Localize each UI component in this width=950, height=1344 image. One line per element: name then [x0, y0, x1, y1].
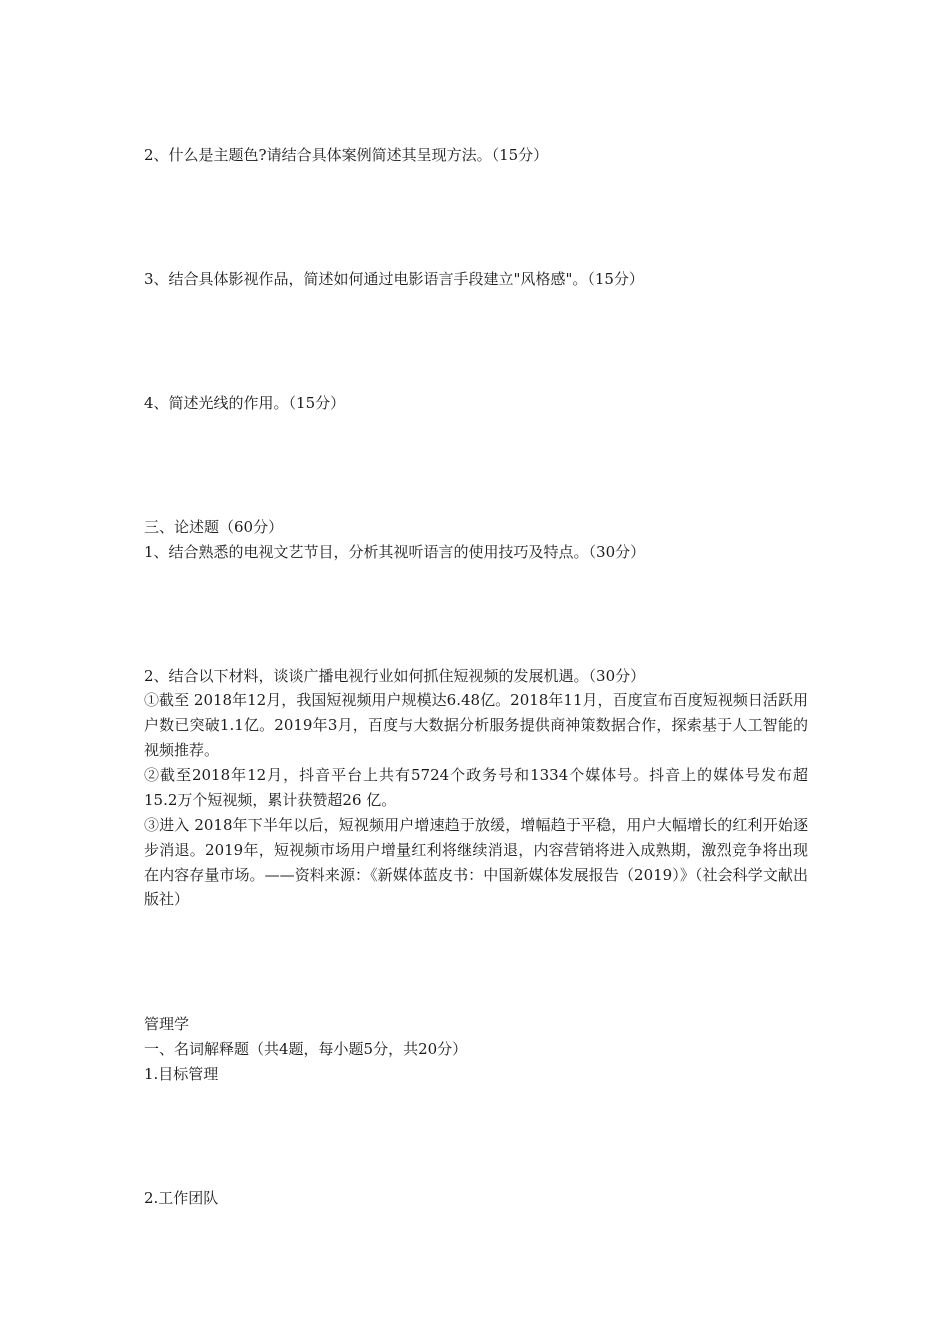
- essay-question-1: 1、结合熟悉的电视文艺节目，分析其视听语言的使用技巧及特点。（30分）: [144, 543, 646, 561]
- material-paragraph-3: ③进入 2018年下半年以后，短视频用户增速趋于放缓，增幅趋于平稳，用户大幅增长的红利开始逐步消退。2019年，短视频市场用户增量红利将继续消退，内容营销将进入成熟期，激烈竞争将出现在内容存量市场。——资料来源：《新媒体蓝皮书：中国新媒体发展报告（2019）》（社会科学文献出版社）: [144, 816, 808, 909]
- section-one-heading: 一、名词解释题（共4题，每小题5分，共20分）: [144, 1040, 468, 1058]
- section-three-heading: 三、论述题（60分）: [144, 518, 284, 536]
- subject-title: 管理学: [144, 1015, 190, 1033]
- material-paragraph-1: ①截至 2018年12月，我国短视频用户规模达6.48亿。2018年11月，百度宣布百度短视频日活跃用户数已突破1.1亿。2019年3月，百度与大数据分析服务提供商神策数据合作，探索基于人工智能的视频推荐。: [144, 691, 808, 759]
- material-paragraph-2: ②截至2018年12月，抖音平台上共有5724个政务号和1334个媒体号。抖音上的媒体号发布超 15.2万个短视频，累计获赞超26 亿。: [144, 766, 808, 809]
- question-3: 3、结合具体影视作品，简述如何通过电影语言手段建立"风格感"。（15分）: [144, 270, 644, 288]
- question-2: 2、什么是主题色?请结合具体案例简述其呈现方法。（15分）: [144, 146, 549, 164]
- term-1: 1.目标管理: [144, 1065, 219, 1083]
- essay-question-2: 2、结合以下材料，谈谈广播电视行业如何抓住短视频的发展机遇。（30分）: [144, 667, 646, 685]
- term-2: 2.工作团队: [144, 1189, 219, 1207]
- question-4: 4、简述光线的作用。（15分）: [144, 394, 346, 412]
